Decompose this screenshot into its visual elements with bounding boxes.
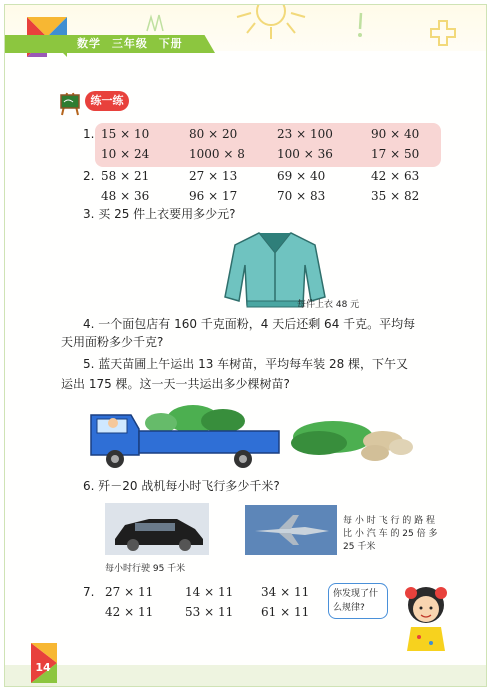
car-photo <box>105 503 209 555</box>
q7-item: 53 × 11 <box>185 605 234 619</box>
q5-line2: 运出 175 棵。这一天一共运出多少棵树苗? <box>61 377 290 391</box>
jet-caption-line1: 每 小 时 飞 行 的 路 程 <box>343 516 436 526</box>
sun-sketch-icon <box>231 5 311 45</box>
q5-line1: 5. 蓝天苗圃上午运出 13 车树苗，平均每车装 28 棵，下午又 <box>83 357 409 371</box>
bubble-line1: 你发现了什 <box>333 589 379 599</box>
jet-fighter-photo <box>245 505 337 555</box>
textbook-page <box>4 4 487 687</box>
q2-item: 27 × 13 <box>189 169 238 183</box>
q2-item: 58 × 21 <box>101 169 150 183</box>
q1-number: 1. <box>83 127 95 141</box>
q4-line1: 4. 一个面包店有 160 千克面粉，4 天后还剩 64 千克。平均每 <box>83 317 416 331</box>
q7-number: 7. <box>83 585 95 599</box>
q7-item: 61 × 11 <box>261 605 310 619</box>
jet-caption-line2: 比 小 汽 车 的 25 倍 多 <box>343 529 438 539</box>
q2-item: 48 × 36 <box>101 189 150 203</box>
q3-text: 3. 买 25 件上衣要用多少元? <box>83 207 236 221</box>
grass-sketch-icon <box>145 11 169 33</box>
q4-line2: 天用面粉多少千克? <box>61 335 164 349</box>
easel-icon <box>57 89 83 117</box>
q1-item: 1000 × 8 <box>189 147 245 161</box>
speech-bubble <box>328 583 388 619</box>
q2-item: 42 × 63 <box>371 169 420 183</box>
q1-item: 100 × 36 <box>277 147 333 161</box>
bubble-line2: 么规律? <box>333 603 365 613</box>
header-title <box>77 35 183 53</box>
section-title: 练一练 <box>85 91 129 111</box>
q2-number: 2. <box>83 169 95 183</box>
plus-sketch-icon <box>429 19 457 49</box>
girl-character-illustration <box>397 581 455 653</box>
q1-item: 23 × 100 <box>277 127 333 141</box>
footer-band <box>5 665 486 686</box>
grade-label: 三年级 <box>111 37 148 50</box>
q1-item: 17 × 50 <box>371 147 420 161</box>
jet-caption-line3: 25 千米 <box>343 542 376 552</box>
q6-text: 6. 歼－20 战机每小时飞行多少千米? <box>83 479 280 493</box>
truck-with-saplings-illustration <box>83 397 423 473</box>
volume-label: 下册 <box>158 37 183 50</box>
q7-item: 34 × 11 <box>261 585 310 599</box>
q2-item: 69 × 40 <box>277 169 326 183</box>
q7-item: 42 × 11 <box>105 605 154 619</box>
q1-item: 10 × 24 <box>101 147 150 161</box>
q1-item: 90 × 40 <box>371 127 420 141</box>
q2-item: 35 × 82 <box>371 189 420 203</box>
q7-item: 14 × 11 <box>185 585 234 599</box>
q7-item: 27 × 11 <box>105 585 154 599</box>
subject-label: 数学 <box>77 37 101 50</box>
q1-item: 80 × 20 <box>189 127 238 141</box>
jacket-price-caption: 每件上衣 48 元 <box>297 300 360 310</box>
car-speed-caption: 每小时行驶 95 千米 <box>105 564 186 574</box>
q2-item: 96 × 17 <box>189 189 238 203</box>
page-number: 14 <box>35 661 51 674</box>
exclaim-sketch-icon <box>353 11 369 39</box>
q1-item: 15 × 10 <box>101 127 150 141</box>
q2-item: 70 × 83 <box>277 189 326 203</box>
